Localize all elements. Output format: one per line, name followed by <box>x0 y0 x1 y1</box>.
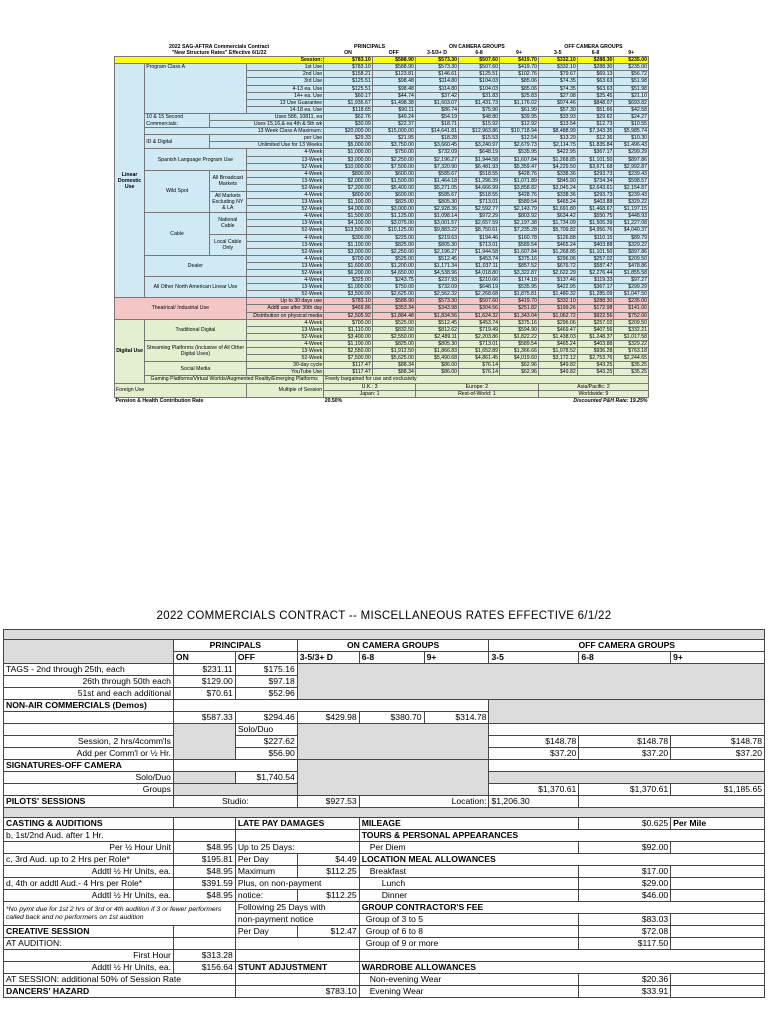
table-row: d, 4th or addtl Aud.- 4 Hrs per Role* $391.59 Plus, on non-payment Lunch $29.00 <box>4 878 765 890</box>
table-row: Unlimited Use for 13 Weeks $5,000.00 $3,750.00 $3,660.45 $3,240.97 $2,679.73 $2,114.75 $1,835.84 $1,496.43 <box>115 142 649 149</box>
foreign-section <box>115 383 649 397</box>
table-row: 10 & 15 Second Commercials: Uses 586, 10811, ea $62.76 $49.24 $54.19 $48.80 $39.95 $33.93 $29.62 $24.27 <box>146 113 647 127</box>
table-row: $587.33 $294.46 $429.98 $380.70 $314.78 <box>4 712 765 724</box>
table-row: DANCERS' HAZARD $783.10 Evening Wear $33.91 <box>4 986 765 998</box>
misc-rates-sheet <box>0 610 768 998</box>
table-row: c, 3rd Aud. up to 2 Hrs per Role* $195.81 Per Day $4.49 LOCATION MEAL ALLOWANCES <box>4 854 765 866</box>
col-header: 3-5/3+ D <box>426 50 447 57</box>
table-row: 14+ ea. Use $60.17 $44.74 $37.42 $31.83 $25.83 $27.08 $25.45 $21.10 <box>115 92 649 99</box>
table-row: Cable National Cable 4-Week $1,500.00 $1,125.00 $1,098.14 $972.29 $803.92 $634.42 $550.75 $448.93 <box>115 213 649 220</box>
table-row: 13-Week $1,100.00 $825.00 $805.30 $713.01 $589.54 $465.24 $403.88 $329.22 <box>115 199 649 206</box>
new-structure-rates-table <box>114 44 649 404</box>
col-header: 6-8 <box>579 652 671 664</box>
table-row: 26th through 50th each $129.00 $97.18 <box>4 676 765 688</box>
table-row: AT AUDITION: Group of 9 or more $117.50 <box>4 938 765 950</box>
table-row: Gaming Platforms/Virtual Worlds/Augmented Reality/Emerging Platforms Freely bargained for use and exclusivity <box>115 376 649 383</box>
table-row: Social Media 30-day cycle $117.47 $88.34 $86.00 $76.14 $62.96 $49.82 $43.25 $35.25 <box>115 362 649 369</box>
principals-header: PRINCIPALS <box>354 44 386 50</box>
table-row: 13-Week $1,100.00 $825.00 $805.30 $713.01 $589.54 $465.24 $403.88 $329.22 <box>115 241 649 248</box>
table-row: ID & Digital per Use $29.33 $21.95 $18.28 $15.53 $12.54 $13.29 $12.36 $10.30 <box>115 135 649 142</box>
table-row: AT SESSION: additional 50% of Session Rate Non-evening Wear $20.36 <box>4 974 765 986</box>
sheet-subtitle: "New Structure Rates" Effective 6/1/22 <box>171 50 267 57</box>
table-row: Solo/Duo $1,740.54 <box>4 772 765 784</box>
table-row: 13-Week $3,000.00 $2,250.00 $2,196.27 $1,944.58 $1,607.84 $1,268.85 $1,101.50 $897.86 <box>115 156 649 163</box>
ph-row: Pension & Health Contribution Rate 20.50% Discounted P&H Rate: 19.25% <box>115 397 648 404</box>
misc-rates-table <box>3 629 765 998</box>
table-row: Solo/Duo <box>4 724 765 736</box>
table-row: Add per Comm'l or ½ Hr. $56.90 $37.20 $37.20 $37.20 <box>4 748 765 760</box>
program-class-a-label: Program Class A <box>145 64 246 114</box>
col-header: 3-5 <box>554 50 562 57</box>
table-row: CREATIVE SESSION Per Day $12.47 Group of 6 to 8 $72.08 <box>4 926 765 938</box>
table-row: Digital Use Traditional Digital 4-Week $700.00 $525.00 $512.45 $453.74 $375.16 $296.06 $257.02 $209.50 <box>115 319 649 326</box>
table-row: First Hour $313.28 <box>4 950 765 962</box>
table-row: 13 Week Class A Maximum: $20,000.00 $15,000.00 $14,641.81 $12,963.86 $10,718.94 $8,488.99 $7,343.35 $5,985.74 <box>115 128 649 135</box>
col-header: 9+ <box>628 50 635 57</box>
table-row: Per ½ Hour Unit $48.95 Up to 25 Days: Per Diem $92.00 <box>4 842 765 854</box>
table-row: NON-AIR COMMERCIALS (Demos) <box>4 700 765 712</box>
table-row: Session, 2 hrs/4comm'ls $227.62 $148.78 $148.78 $148.78 <box>4 736 765 748</box>
table-row: Uses 15,16,& ea 4th & 5th wk $30.09 $22.37 $18.71 $15.92 $12.92 $13.54 $12.73 $10.55 <box>115 121 649 128</box>
table-row: 52-Week $7,500.00 $5,625.00 $5,490.68 $4,861.45 $4,019.60 $3,172.12 $2,753.76 $2,244.65 <box>115 355 649 362</box>
table-row: Dealer 4-Week $700.00 $525.00 $512.45 $453.74 $375.16 $296.06 $257.02 $209.50 <box>115 255 649 262</box>
table-row: YouTube Use $117.47 $88.34 $86.00 $76.14 $62.96 $49.82 $43.25 $35.25 <box>115 369 649 376</box>
off-camera-header: OFF CAMERA GROUPS <box>489 640 765 652</box>
table-row: *No pymt due for 1st 2 hrs of 3rd or 4th audition if 3 or fewer performers called back and no performers on 1st audition Following 25 Days with GROUP CONTRACTOR'S FEE <box>4 902 765 914</box>
table-row: PILOTS' SESSIONS Studio: $927.53 Location: $1,206.30 <box>4 796 765 808</box>
table-row: 51st and each additional $70.61 $52.96 <box>4 688 765 700</box>
table-row: Addtl ½ Hr Units, ea. $48.95 Maximum $112.25 Breakfast $17.00 <box>4 866 765 878</box>
off-camera-header: OFF CAMERA GROUPS <box>564 44 623 50</box>
table-row: Theatrical/ Industrial Use Up to 30 days use $783.10 $588.90 $573.30 $507.60 $419.70 $332.10 $288.30 $235.00 <box>115 298 649 305</box>
col-header: 3-5 <box>489 652 579 664</box>
table-row: 13-Week $2,000.00 $1,500.00 $1,464.18 $1,296.39 $1,071.89 $845.90 $734.34 $598.57 <box>115 177 649 184</box>
table-row: 13-Week $1,110.00 $832.50 $812.62 $719.49 $594.90 $469.47 $407.56 $332.21 <box>115 326 649 333</box>
table-row: non-payment notice Group of 3 to 5 $83.03 <box>4 914 765 926</box>
col-header: OFF <box>388 50 400 57</box>
table-row: 13-Week $4,100.00 $3,075.00 $3,001.57 $2,657.59 $2,197.38 $1,734.09 $1,505.39 $1,227.08 <box>115 220 649 227</box>
table-row: Addtl use after 30th day $469.86 $353.34 $343.98 $304.56 $251.82 $199.26 $172.98 $141.00 <box>115 305 649 312</box>
table-row: 52-Week $4,000.00 $3,000.00 $2,928.36 $2,592.77 $2,143.79 $1,691.80 $1,468.67 $1,197.15 <box>115 206 649 213</box>
table-row: Groups $1,370.61 $1,370.61 $1,185.65 <box>4 784 765 796</box>
digital-section <box>115 319 649 383</box>
table-row: Addtl ½ Hr Units, ea. $156.64 STUNT ADJUSTMENT WARDROBE ALLOWANCES <box>4 962 765 974</box>
table-row: 52-Week $13,500.00 $10,125.00 $9,883.22 $8,750.61 $7,235.28 $5,709.82 $4,956.76 $4,040.37 <box>115 227 649 234</box>
table-row: 14-18 ea. Use $118.65 $90.11 $86.74 $75.90 $61.99 $57.30 $51.66 $42.58 <box>115 106 649 113</box>
table-row: 2nd Use $158.21 $123.81 $146.61 $125.51 $102.76 $79.67 $69.13 $56.72 <box>115 71 649 78</box>
table-row: 4-13 ea. Use $125.51 $98.48 $114.80 $104.03 $85.06 $74.35 $63.63 $51.98 <box>115 85 649 92</box>
table-row: 13-Week $1,600.00 $1,200.00 $1,171.34 $1,037.11 $857.52 $676.72 $587.47 $478.86 <box>115 262 649 269</box>
table-row: Addtl ½ Hr Units, ea. $48.95 notice: $112.25 Dinner $46.00 <box>4 890 765 902</box>
category-linear: Linear Domestic Use <box>115 64 145 298</box>
col-header: 3-5/3+ D <box>297 652 359 664</box>
table-row: CASTING & AUDITIONS LATE PAY DAMAGES MILEAGE $0.625 Per Mile <box>4 818 765 830</box>
table-row: All Markets Excluding NY & LA 4-Week $800.00 $600.00 $585.67 $518.55 $428.76 $338.36 $293.73 $239.43 <box>115 191 649 198</box>
table-row: Linear Domestic Use Program Class A 1st Use $783.10 $588.90 $573.30 $507.60 $419.70 $332.10 $288.30 $235.00 <box>115 64 649 71</box>
table-row: 52-Week $3,000.00 $2,250.00 $2,196.27 $1,944.58 $1,607.84 $1,268.85 $1,101.50 $897.86 <box>115 248 649 255</box>
table-row: Local Cable Only 4-Week $300.00 $225.00 $219.63 $194.46 $160.78 $126.88 $110.15 $89.79 <box>115 234 649 241</box>
sheet-title: 2022 SAG-AFTRA Commercials Contract <box>169 44 270 50</box>
col-header: ON <box>173 652 235 664</box>
col-header: 6-8 <box>591 50 600 57</box>
on-camera-header: ON CAMERA GROUPS <box>449 44 505 50</box>
table-row: TAGS - 2nd through 25th, each $231.11 $175.16 <box>4 664 765 676</box>
table-row: 13-Week $1,000.00 $750.00 $732.09 $648.19 $535.95 $422.95 $367.17 $299.29 <box>115 284 649 291</box>
table-row: b, 1st/2nd Aud. after 1 Hr. TOURS & PERSONAL APPEARANCES <box>4 830 765 842</box>
col-header: 6-8 <box>359 652 424 664</box>
table-row: Spanish Language Program Use 4-Week $1,000.00 $750.00 $732.09 $648.19 $535.95 $422.95 $367.17 $299.29 <box>115 149 649 156</box>
col-header: 9+ <box>516 50 522 57</box>
table-row: 13 Use Guarantee $1,936.67 $1,498.38 $1,603.07 $1,431.73 $1,176.02 $974.46 $848.07 $693.82 <box>115 99 649 106</box>
category-digital: Digital Use <box>115 319 145 383</box>
principals-header: PRINCIPALS <box>173 640 297 652</box>
table-row: Streaming Platforms (Inclusive of All Other Digital Uses) 4-Week $1,100.00 $825.00 $805.30 $713.01 $589.54 $465.24 $403.88 $329.22 <box>115 340 649 347</box>
table-row: Distribution on physical media $2,505.92 $1,884.48 $1,834.56 $1,624.32 $1,343.04 $1,062.72 $922.56 $752.00 <box>115 312 649 319</box>
on-camera-header: ON CAMERA GROUPS <box>297 640 489 652</box>
misc-title: 2022 COMMERCIALS CONTRACT -- MISCELLANEOUS RATES EFFECTIVE 6/1/22 <box>156 610 612 622</box>
table-row: Wild Spot All Broadcast Markets 4-Week $800.00 $600.00 $585.67 $518.55 $428.76 $338.36 $293.73 $239.43 <box>115 170 649 177</box>
session-row: Session: $783.10 $588.90 $573.30 $507.60 $419.70 $332.10 $288.30 $235.00 <box>115 57 649 64</box>
table-row: Japan: 1 Rest-of-World: 1 Worldwide: 9 <box>115 390 649 397</box>
table-row: 13-Week $2,550.00 $1,912.50 $1,866.83 $1,652.89 $1,366.66 $1,078.52 $936.28 $763.18 <box>115 348 649 355</box>
table-row: 3rd Use $125.51 $98.48 $114.80 $104.03 $85.06 $74.35 $63.63 $51.98 <box>115 78 649 85</box>
rates-sheet <box>114 44 649 404</box>
table-row: Foreign Use Multiple of Session U.K.: 3 Europe: 2 Asia/Pacific: 2 <box>115 383 649 390</box>
table-row: All Other North American Linear Use 4-Week $325.00 $243.75 $237.93 $210.66 $174.18 $137.46 $119.33 $97.27 <box>115 277 649 284</box>
col-header: 6-8 <box>475 50 483 57</box>
col-header: 9+ <box>424 652 489 664</box>
col-header: ON <box>344 50 352 57</box>
table-row: 52-Week $3,500.00 $2,625.00 $2,562.32 $2,268.68 $1,875.81 $1,480.32 $1,285.09 $1,047.50 <box>115 291 649 298</box>
table-row: 52-Week $3,400.00 $2,550.00 $2,489.11 $2,203.86 $1,822.22 $1,438.03 $1,248.37 $1,017.58 <box>115 333 649 340</box>
col-header: 9+ <box>671 652 765 664</box>
theatrical-section <box>115 298 649 319</box>
table-row: 52-Week $6,200.00 $4,650.00 $4,538.96 $4,018.80 $3,322.87 $2,622.29 $2,276.44 $1,855.58 <box>115 270 649 277</box>
linear-section <box>115 64 649 298</box>
table-row: SIGNATURES-OFF CAMERA <box>4 760 765 772</box>
table-row: 52-Week $7,200.00 $5,400.00 $5,271.05 $4,666.99 $3,858.82 $3,045.24 $2,643.61 $2,154.87 <box>115 184 649 191</box>
table-row: 52-Week $10,000.00 $7,500.00 $7,320.90 $6,481.93 $5,359.47 $4,229.50 $3,671.68 $2,992.87 <box>115 163 649 170</box>
col-header: OFF <box>235 652 297 664</box>
